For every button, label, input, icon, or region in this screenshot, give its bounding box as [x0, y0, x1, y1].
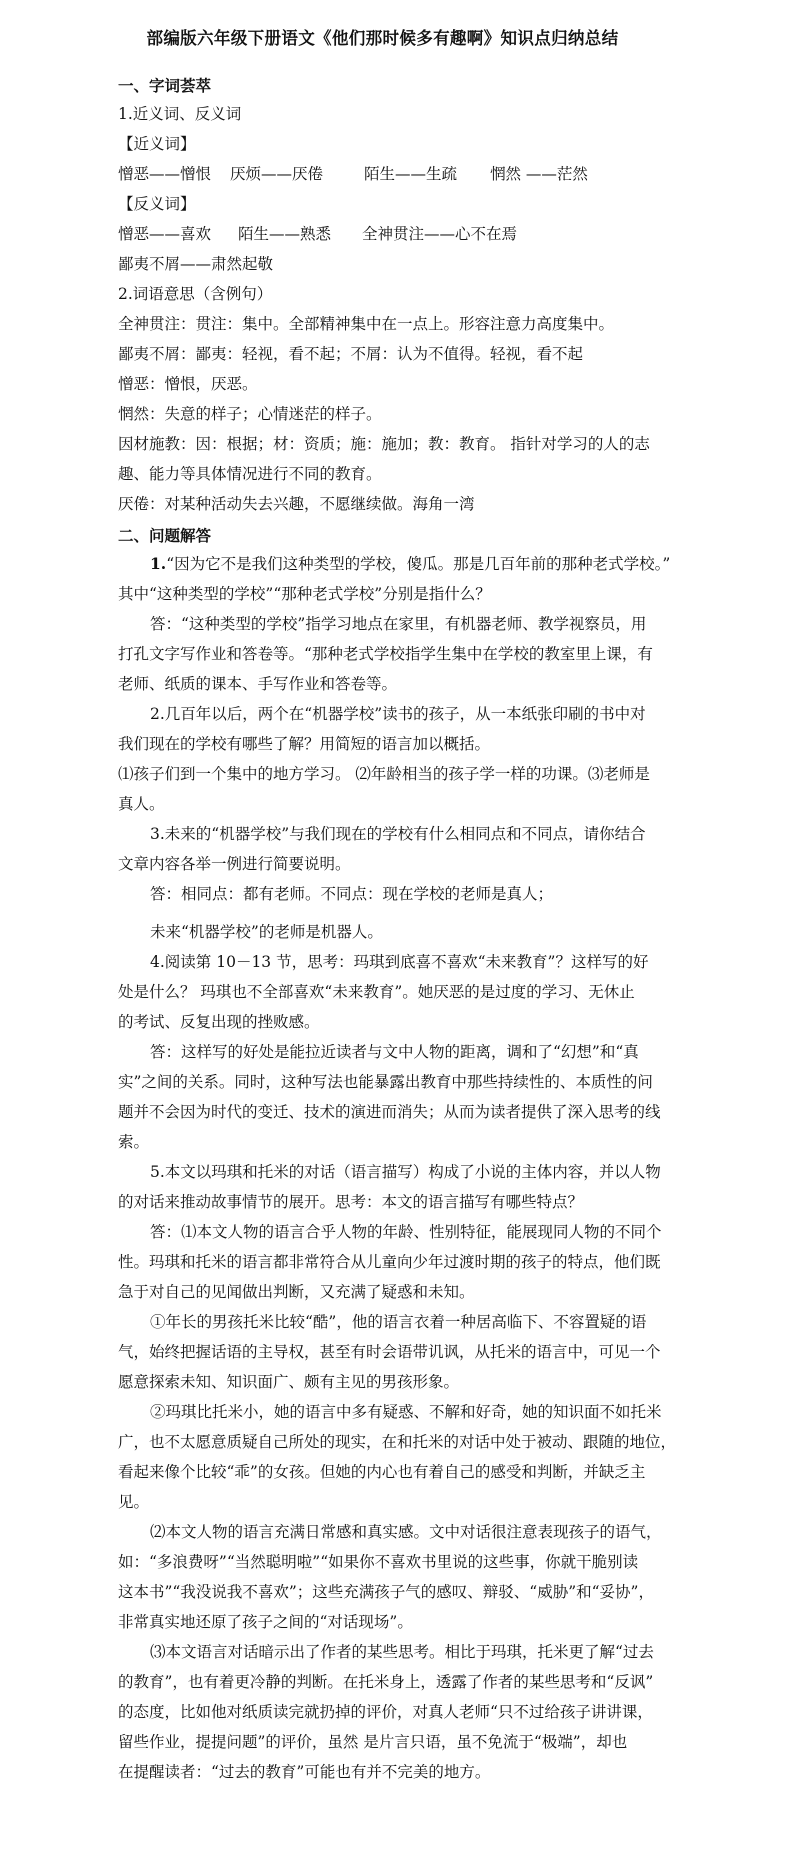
answer-5-author-line: 留些作业，提提问题”的评价，虽然 是片言只语，虽不免流于“极端”，却也 [118, 1733, 628, 1751]
question-text: “因为它不是我们这种类型的学校，傻瓜。那是几百年前的那种老式学校。” [166, 555, 671, 573]
answer-5-daily-line: 这本书”“我没说我不喜欢”；这些充满孩子气的感叹、辩驳、“威胁”和“妥协”， [118, 1583, 654, 1601]
answer-1-line: 老师、纸质的课本、手写作业和答卷等。 [118, 675, 398, 693]
synonym-pair: 憎恶——憎恨 [118, 165, 212, 183]
answer-3-line: 答：相同点：都有老师。不同点：现在学校的老师是真人； [150, 885, 554, 903]
question-1-line: 其中“这种类型的学校”“那种老式学校”分别是指什么？ [118, 585, 491, 603]
word-meaning: 全神贯注：贯注：集中。全部精神集中在一点上。形容注意力高度集中。 [118, 315, 615, 333]
answer-5-author-line: ⑶本文语言对话暗示出了作者的某些思考。相比于玛琪，托米更了解“过去 [150, 1643, 654, 1661]
answer-5-margie-line: ②玛琪比托米小，她的语言中多有疑惑、不解和好奇，她的知识面不如托米 [150, 1403, 662, 1421]
question-5-line: 5.本文以玛琪和托米的对话（语言描写）构成了小说的主体内容，并以人物 [150, 1163, 661, 1181]
answer-1-line: 打孔文字写作业和答卷等。“那种老式学校指学生集中在学校的教室里上课，有 [118, 645, 653, 663]
question-4-line: 4.阅读第 10－13 节，思考：玛琪到底喜不喜欢“未来教育”？这样写的好 [150, 953, 649, 971]
answer-4-line: 索。 [118, 1133, 150, 1151]
word-meaning: 鄙夷不屑：鄙夷：轻视，看不起；不屑：认为不值得。轻视，看不起 [118, 345, 584, 363]
word-meaning: 因材施教：因：根据；材：资质；施：施加；教：教育。 指针对学习的人的志 [118, 435, 650, 453]
subheading-synonym-antonym: 1.近义词、反义词 [118, 105, 242, 123]
synonyms-label: 【近义词】 [118, 135, 196, 153]
question-2-line: 我们现在的学校有哪些了解？用简短的语言加以概括。 [118, 735, 491, 753]
question-5-line: 的对话来推动故事情节的展开。思考：本文的语言描写有哪些特点？ [118, 1193, 584, 1211]
word-meaning: 趣、能力等具体情况进行不同的教育。 [118, 465, 382, 483]
question-3-line: 文章内容各举一例进行简要说明。 [118, 855, 351, 873]
antonym-pair: 陌生——熟悉 [238, 225, 332, 243]
section-heading-vocabulary: 一、字词荟萃 [118, 77, 212, 95]
answer-4-line: 实”之间的关系。同时，这种写法也能暴露出教育中那些持续性的、本质性的问 [118, 1073, 653, 1091]
antonyms-label: 【反义词】 [118, 195, 196, 213]
word-meaning: 厌倦：对某种活动失去兴趣，不愿继续做。海角一湾 [118, 495, 475, 513]
synonym-pair: 惘然 ——茫然 [490, 165, 588, 183]
answer-5-tommy-line: ①年长的男孩托米比较“酷”，他的语言衣着一种居高临下、不容置疑的语 [150, 1313, 647, 1331]
answer-4-line: 答：这样写的好处是能拉近读者与文中人物的距离，调和了“幻想”和“真 [150, 1043, 639, 1061]
answer-5-daily-line: 非常真实地还原了孩子之间的“对话现场”。 [118, 1613, 413, 1631]
question-4-line: 的考试、反复出现的挫败感。 [118, 1013, 320, 1031]
answer-5-line: 急于对自己的见闻做出判断，又充满了疑惑和未知。 [118, 1283, 475, 1301]
answer-3-line: 未来“机器学校”的老师是机器人。 [150, 923, 383, 941]
antonym-pair: 鄙夷不屑——肃然起敬 [118, 255, 274, 273]
answer-5-daily-line: 如：“多浪费呀”“当然聪明啦”“如果你不喜欢书里说的这些事，你就干脆别读 [118, 1553, 639, 1571]
question-number: 1. [150, 554, 167, 573]
answer-1-line: 答：“这种类型的学校”指学习地点在家里，有机器老师、教学视察员，用 [150, 615, 647, 633]
answer-4-line: 题并不会因为时代的变迁、技术的演进而消失；从而为读者提供了深入思考的线 [118, 1103, 661, 1121]
answer-5-author-line: 在提醒读者：“过去的教育”可能也有并不完美的地方。 [118, 1763, 491, 1781]
answer-2-line: 真人。 [118, 795, 165, 813]
answer-2-line: ⑴孩子们到一个集中的地方学习。 ⑵年龄相当的孩子学一样的功课。⑶老师是 [118, 765, 650, 783]
subheading-word-meanings: 2.词语意思（含例句） [118, 285, 273, 303]
answer-5-line: 性。玛琪和托米的语言都非常符合从儿童向少年过渡时期的孩子的特点，他们既 [118, 1253, 661, 1271]
synonym-pair: 厌烦——厌倦 [230, 165, 324, 183]
answer-5-line: 答：⑴本文人物的语言合乎人物的年龄、性别特征，能展现同人物的不同个 [150, 1223, 662, 1241]
synonym-pair: 陌生——生疏 [364, 165, 458, 183]
answer-5-author-line: 的教育”，也有着更冷静的判断。在托米身上，透露了作者的某些思考和“反讽” [118, 1673, 654, 1691]
answer-5-author-line: 的态度，比如他对纸质读完就扔掉的评价，对真人老师“只不过给孩子讲讲课， [118, 1703, 653, 1721]
question-4-line: 处是什么？ 玛琪也不全部喜欢“未来教育”。她厌恶的是过度的学习、无休止 [118, 983, 635, 1001]
section-heading-questions: 二、问题解答 [118, 527, 212, 545]
question-3-line: 3.未来的“机器学校”与我们现在的学校有什么相同点和不同点，请你结合 [150, 825, 646, 843]
answer-5-margie-line: 看起来像个比较“乖”的女孩。但她的内心也有着自己的感受和判断，并缺乏主 [118, 1463, 646, 1481]
answer-5-margie-line: 广，也不太愿意质疑自己所处的现实，在和托米的对话中处于被动、跟随的地位， [118, 1433, 677, 1451]
answer-5-tommy-line: 气，始终把握话语的主导权，甚至有时会语带讥讽，从托米的语言中，可见一个 [118, 1343, 661, 1361]
word-meaning: 憎恶：憎恨，厌恶。 [118, 375, 258, 393]
answer-5-tommy-line: 愿意探索未知、知识面广、颇有主见的男孩形象。 [118, 1373, 460, 1391]
antonym-pair: 全神贯注——心不在焉 [362, 225, 518, 243]
answer-5-daily-line: ⑵本文人物的语言充满日常感和真实感。文中对话很注意表现孩子的语气， [150, 1523, 662, 1541]
document-title: 部编版六年级下册语文《他们那时候多有趣啊》知识点归纳总结 [146, 29, 619, 49]
question-2-line: 2.几百年以后，两个在“机器学校”读书的孩子，从一本纸张印刷的书中对 [150, 705, 646, 723]
antonym-pair: 憎恶——喜欢 [118, 225, 212, 243]
answer-5-margie-line: 见。 [118, 1493, 150, 1511]
word-meaning: 惘然：失意的样子；心情迷茫的样子。 [118, 405, 382, 423]
question-1 [150, 554, 670, 574]
